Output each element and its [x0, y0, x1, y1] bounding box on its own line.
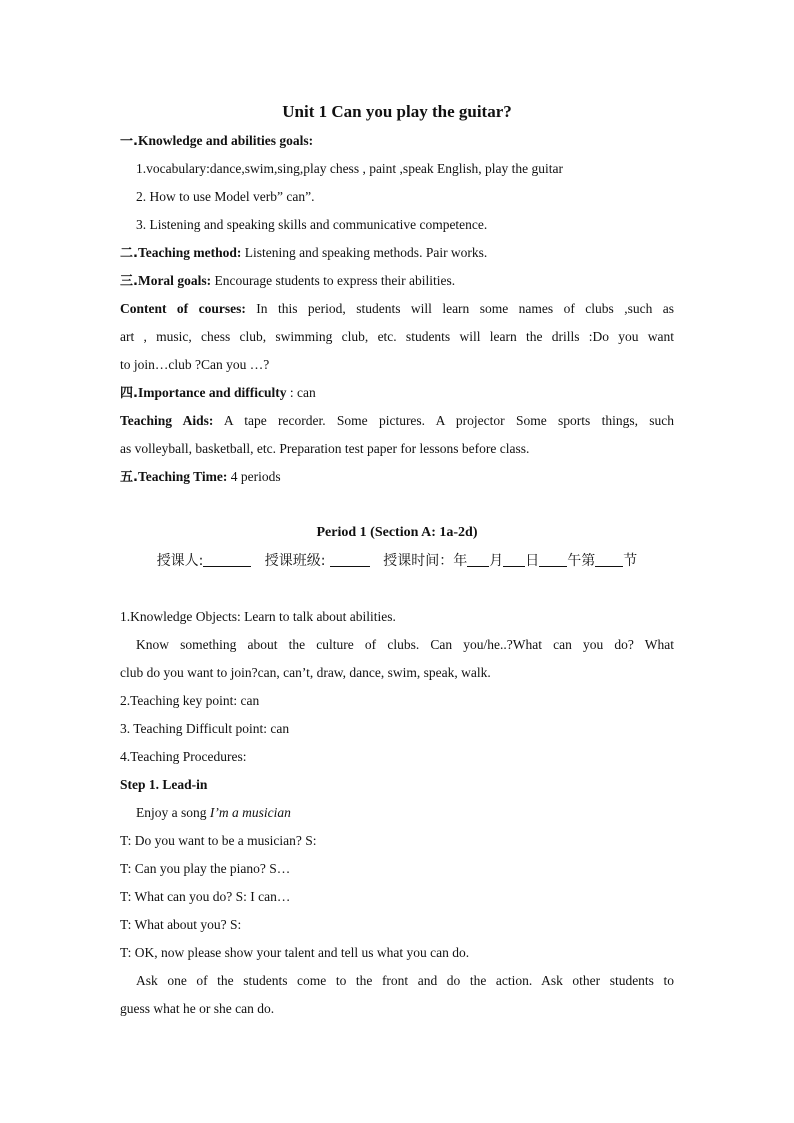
half-day-blank — [539, 552, 567, 567]
content-of-courses-line-1 — [120, 300, 674, 318]
period-title: Period 1 (Section A: 1a-2d) — [316, 525, 478, 540]
time-label: 授课时间：年 — [383, 553, 468, 569]
day-label: 日 — [525, 553, 540, 569]
step-heading: Step 1. Lead-in — [120, 777, 208, 792]
section-text: : can — [286, 385, 316, 400]
activity-line-2: guess what he or she can do. — [120, 1001, 275, 1016]
aids-heading: Teaching Aids: — [120, 413, 214, 428]
section-knowledge-heading — [120, 132, 674, 151]
section-importance — [120, 384, 674, 403]
section-heading: Teaching method: — [137, 245, 242, 260]
class-blank — [330, 552, 370, 567]
goal-item-2: 2. How to use Model verb” can”. — [136, 189, 315, 204]
section-heading: Moral goals: — [137, 273, 212, 288]
content-of-courses-line-3: to join…club ?Can you …? — [120, 357, 270, 372]
section-teaching-time — [120, 468, 674, 487]
song-title: I’m a musician — [209, 805, 291, 820]
section-heading: Knowledge and abilities goals: — [137, 133, 314, 148]
section-label: 节 — [623, 553, 638, 569]
page-title: Unit 1 Can you play the guitar? — [282, 102, 512, 121]
section-heading: Importance and difficulty — [137, 385, 287, 400]
section-teaching-method — [120, 244, 674, 263]
lesson-info-line — [0, 552, 794, 570]
song-intro: Enjoy a song — [136, 805, 210, 820]
knowledge-objects: 1.Knowledge Objects: Learn to talk about abilities. — [120, 609, 396, 624]
content-of-courses-line-2: art , music, chess club, swimming club, etc. students will learn the drills :Do you want — [120, 329, 674, 344]
section-text: Encourage students to express their abilities. — [211, 273, 456, 288]
dialogue-line-3: T: What can you do? S: I can… — [120, 889, 291, 904]
section-moral-goals — [120, 272, 674, 291]
teaching-procedures: 4.Teaching Procedures: — [120, 749, 247, 764]
section-text: 4 periods — [227, 469, 281, 484]
month-blank — [467, 552, 489, 567]
teaching-key-point: 2.Teaching key point: can — [120, 693, 260, 708]
content-heading: Content of courses: — [120, 301, 246, 316]
section-heading: Teaching Time: — [137, 469, 228, 484]
objects-line-2: Know something about the culture of clubs. Can you/he..?What can you do? What — [136, 637, 674, 652]
teaching-aids-line-2: as volleyball, basketball, etc. Preparation test paper for lessons before class. — [120, 441, 530, 456]
section-number: 二. — [120, 246, 138, 261]
content-text: In this period, students will learn some names of clubs ,such as — [245, 301, 674, 316]
goal-item-3: 3. Listening and speaking skills and communicative competence. — [136, 217, 488, 232]
dialogue-line-1: T: Do you want to be a musician? S: — [120, 833, 317, 848]
dialogue-line-5: T: OK, now please show your talent and tell us what you can do. — [120, 945, 470, 960]
section-number: 三. — [120, 274, 138, 289]
dialogue-line-2: T: Can you play the piano? S… — [120, 861, 291, 876]
month-label: 月 — [489, 553, 504, 569]
objects-line-3: club do you want to join?can, can’t, draw, dance, swim, speak, walk. — [120, 665, 491, 680]
dialogue-line-4: T: What about you? S: — [120, 917, 242, 932]
teaching-aids-line-1 — [120, 412, 674, 430]
goal-item-1: 1.vocabulary:dance,swim,sing,play chess , paint ,speak English, play the guitar — [136, 161, 564, 176]
section-number: 一. — [120, 134, 138, 149]
activity-line-1: Ask one of the students come to the front and do the action. Ask other students to — [136, 973, 674, 988]
teaching-difficult-point: 3. Teaching Difficult point: can — [120, 721, 290, 736]
period-label: 午第 — [567, 553, 596, 569]
class-label: 授课班级: — [264, 553, 330, 569]
section-number: 四. — [120, 386, 138, 401]
teacher-label: 授课人: — [156, 553, 204, 569]
aids-text: A tape recorder. Some pictures. A projector Some sports things, such — [213, 413, 674, 428]
teacher-blank — [203, 552, 251, 567]
section-text: Listening and speaking methods. Pair works. — [241, 245, 488, 260]
day-blank — [503, 552, 525, 567]
section-number: 五. — [120, 470, 138, 485]
period-number-blank — [595, 552, 623, 567]
song-line — [136, 804, 674, 822]
